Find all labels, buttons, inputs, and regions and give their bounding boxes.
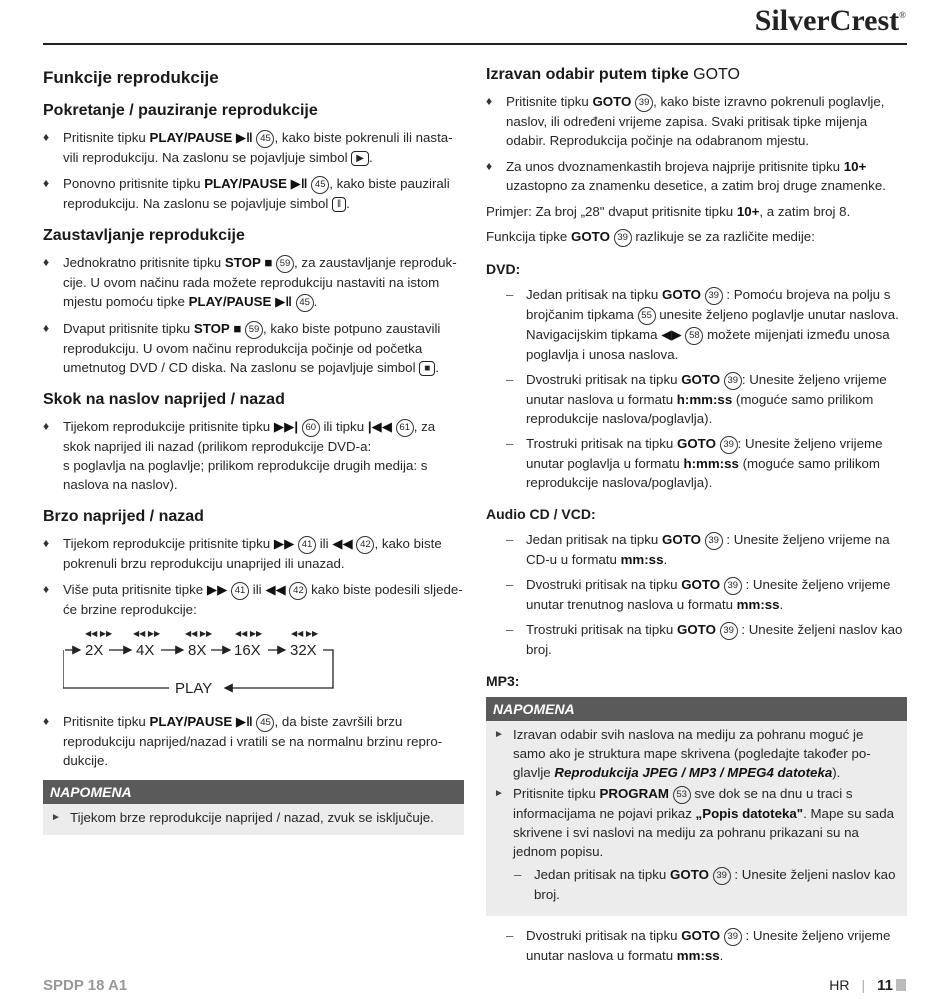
section-heading-goto: Izravan odabir putem tipke GOTO bbox=[486, 66, 740, 83]
speed-label: 8X bbox=[188, 642, 207, 659]
section-heading-play-pause: Pokretanje / pauziranje reprodukcije bbox=[43, 102, 318, 119]
list-item: – Trostruki pritisak na tipku GOTO 39 : Unesite željeno vrijeme unutar poglavlja u formatu h:mm:ss (moguće samo prilikom reprodukcije naslova/poglavlja). bbox=[486, 434, 907, 492]
note-title: NAPOMENA bbox=[486, 697, 907, 721]
list-item: ♦ Pritisnite tipku GOTO 39 , kako biste izravno pokrenuli poglavlje, naslov, ili određeni vrijeme zapisa. Svaki pritisak tipke mijenja odabir. Reprodukcija počinje na odabranom mjestu. bbox=[486, 92, 907, 150]
section-heading-dvd: DVD: bbox=[486, 261, 521, 277]
header-rule bbox=[43, 43, 907, 45]
note-item: ► Pritisnite tipku PROGRAM 53 sve dok se na dnu u traci s informacijama ne pojavi prikaz „Popis datoteka". Mape su sada skrivene i svi naslovi na mediju za pohranu prikazani su na jednom popisu. bbox=[494, 784, 899, 861]
ffrw-icon: ◀◀ ▶▶ bbox=[235, 629, 263, 638]
section-heading-fast: Brzo naprijed / nazad bbox=[43, 508, 204, 525]
footer-model: SPDP 18 A1 bbox=[43, 977, 128, 994]
stop-symbol-icon: ■ bbox=[419, 361, 435, 376]
list-item: – Dvostruki pritisak na tipku GOTO 39 : Unesite željeno vrijeme unutar naslova u formatu mm:ss. bbox=[486, 926, 907, 965]
section-heading-stop: Zaustavljanje reprodukcije bbox=[43, 227, 245, 244]
speed-cycle-svg bbox=[63, 626, 363, 706]
play-symbol-icon: ▶ bbox=[351, 151, 369, 166]
speed-label: 32X bbox=[290, 642, 317, 659]
section-heading-skip: Skok na naslov naprijed / nazad bbox=[43, 391, 285, 408]
play-label: PLAY bbox=[175, 680, 213, 697]
ffrw-icon: ◀◀ ▶▶ bbox=[85, 629, 113, 638]
ffrw-icon: ◀◀ ▶▶ bbox=[291, 629, 319, 638]
ffrw-icon: ◀◀ ▶▶ bbox=[133, 629, 161, 638]
list-item: ♦ Pritisnite tipku PLAY/PAUSE ▶ǁ 45 , da biste završili brzu reprodukciju naprijed/nazad i vratili se na normalnu brzinu repro-dukcije. bbox=[43, 712, 464, 770]
section-heading-mp3: MP3: bbox=[486, 673, 520, 689]
list-item: – Jedan pritisak na tipku GOTO 39 : Unesite željeno vrijeme na CD-u u formatu mm:ss. bbox=[486, 530, 907, 569]
list-item: ♦ Tijekom reprodukcije pritisnite tipku ▶▶ 41 ili ◀◀ 42 , kako biste pokrenuli brzu reprodukciju unaprijed ili unazad. bbox=[43, 534, 464, 573]
list-item: ♦ Jednokratno pritisnite tipku STOP ■ 59 , za zaustavljanje reproduk-cije. U ovom načinu rada možete reprodukciju nastaviti na istom mjestu pomoću tipke PLAY/PAUSE ▶ǁ 45 . bbox=[43, 253, 464, 312]
note-item: ► Izravan odabir svih naslova na mediju za pohranu moguć je samo ako je struktura mape skrivena (pogledajte također po-glavlje Reprodukcija JPEG / MP3 / MPEG4 datoteka). bbox=[494, 725, 899, 782]
footer-page-info: HR | 11 bbox=[829, 977, 906, 994]
list-item: ♦ Više puta pritisnite tipke ▶▶ 41 ili ◀◀ 42 kako biste podesili sljede-će brzine reprodukcije: bbox=[43, 580, 464, 619]
list-item: ♦ Tijekom reprodukcije pritisnite tipku ▶▶| 60 ili tipku |◀◀ 61 , za skok naprijed ili nazad (prilikom reprodukcije DVD-a: s poglavlja na poglavlje; prilikom reprodukcije drugih medija: s naslova na naslov). bbox=[43, 417, 464, 494]
speed-label: 4X bbox=[136, 642, 155, 659]
example-paragraph: Primjer: Za broj „28" dvaput pritisnite tipku 10+, a zatim broj 8. bbox=[486, 204, 851, 219]
list-item: ♦ Ponovno pritisnite tipku PLAY/PAUSE ▶ǁ 45 , kako biste pauzirali reprodukciju. Na zaslonu se pojavljuje simbol ǁ . bbox=[43, 174, 464, 213]
list-item: – Jedan pritisak na tipku GOTO 39 : Unesite željeni naslov kao broj. bbox=[494, 865, 899, 904]
page-title: Funkcije reprodukcije bbox=[43, 68, 219, 87]
note-title: NAPOMENA bbox=[43, 780, 464, 804]
pause-symbol-icon: ǁ bbox=[332, 197, 346, 212]
note-item: ► Tijekom brze reprodukcije naprijed / nazad, zvuk se isključuje. bbox=[51, 808, 456, 827]
left-column bbox=[43, 60, 464, 835]
page-number: 11 bbox=[877, 977, 893, 994]
media-paragraph: Funkcija tipke GOTO 39 razlikuje se za različite medije: bbox=[486, 227, 907, 247]
list-item: – Dvostruki pritisak na tipku GOTO 39 : Unesite željeno vrijeme unutar trenutnog naslova u formatu mm:ss. bbox=[486, 575, 907, 614]
list-item: – Jedan pritisak na tipku GOTO 39 : Pomoću brojeva na polju s brojčanim tipkama 55 unesite željeno poglavlje unutar naslova. Navigacijskim tipkama ◀▶ 58 možete mijenjati između unosa poglavlja i unosa naslova. bbox=[486, 285, 907, 364]
section-heading-audio-cd: Audio CD / VCD: bbox=[486, 506, 596, 522]
brand-logo: SilverCrest® bbox=[754, 4, 906, 37]
list-item: – Dvostruki pritisak na tipku GOTO 39 : Unesite željeno vrijeme unutar naslova u formatu h:mm:ss (moguće samo prilikom reprodukcije naslova/poglavlja). bbox=[486, 370, 907, 428]
speed-label: 2X bbox=[85, 642, 104, 659]
speed-label: 16X bbox=[234, 642, 261, 659]
list-item: – Trostruki pritisak na tipku GOTO 39 : Unesite željeni naslov kao broj. bbox=[486, 620, 907, 659]
page-marker-icon bbox=[896, 979, 906, 991]
right-column bbox=[486, 60, 907, 971]
note-box bbox=[43, 780, 464, 835]
list-item: ♦ Pritisnite tipku PLAY/PAUSE ▶ǁ 45 , kako biste pokrenuli ili nasta-vili reprodukciju. Na zaslonu se pojavljuje simbol ▶ . bbox=[43, 128, 464, 167]
list-item: ♦ Dvaput pritisnite tipku STOP ■ 59 , kako biste potpuno zaustavili reprodukciju. U ovom načinu reprodukcija počinje od početka umetnutog DVD / CD diska. Na zaslonu se pojavljuje simbol ■ . bbox=[43, 319, 464, 377]
footer-language: HR bbox=[829, 977, 850, 993]
list-item: ♦ Za unos dvoznamenkastih brojeva najprije pritisnite tipku 10+ uzastopno za znamenku desetice, a zatim broj druge znamenke. bbox=[486, 157, 907, 195]
speed-cycle-diagram bbox=[63, 626, 363, 706]
note-box bbox=[486, 697, 907, 916]
ffrw-icon: ◀◀ ▶▶ bbox=[185, 629, 213, 638]
brand-logo-text: SilverCrest bbox=[754, 4, 900, 37]
